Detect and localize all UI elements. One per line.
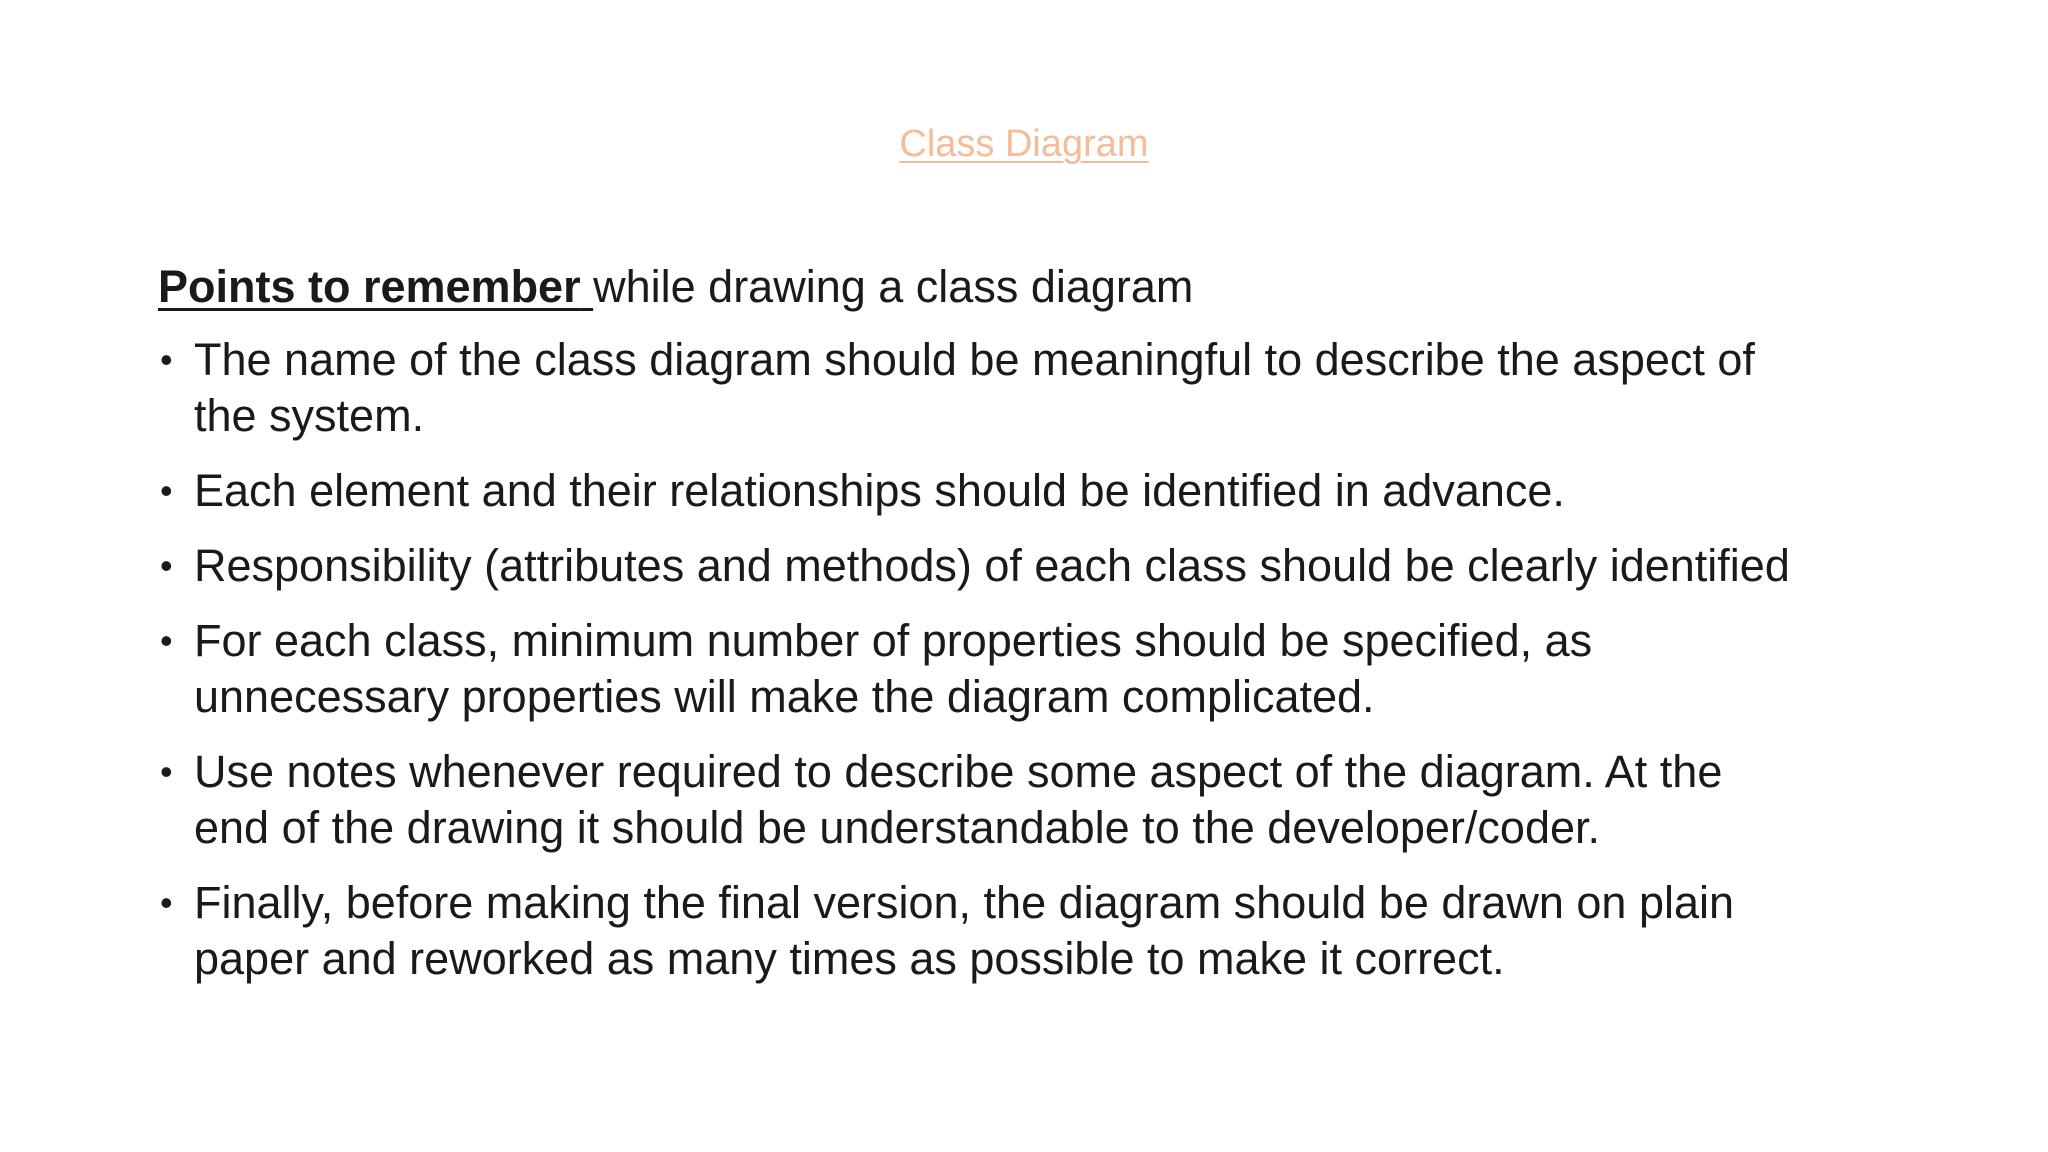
bullet-dot-icon: •: [160, 470, 173, 511]
bullet-dot-icon: •: [160, 339, 173, 380]
bullet-line: end of the drawing it should be understandable to the developer/coder.: [194, 802, 1601, 853]
bullet-dot-icon: •: [160, 882, 173, 923]
bullet-line: Responsibility (attributes and methods) of each class should be clearly identified: [194, 540, 1790, 591]
bullet-item: [158, 744, 1988, 856]
intro-underlined-space: [581, 261, 594, 312]
bullet-line: unnecessary properties will make the diagram complicated.: [194, 671, 1375, 722]
bullet-line: Finally, before making the final version, the diagram should be drawn on plain: [194, 877, 1735, 928]
bullet-line: The name of the class diagram should be meaningful to describe the aspect of: [194, 334, 1755, 385]
bullet-line: Use notes whenever required to describe some aspect of the diagram. At the: [194, 746, 1723, 797]
bullet-item: [158, 613, 1988, 725]
slide-title: Class Diagram: [899, 123, 1149, 165]
bullet-dot-icon: •: [160, 545, 173, 586]
intro-line: [158, 257, 1193, 317]
intro-bold-text: Points to remember: [158, 261, 581, 312]
bullet-dot-icon: •: [160, 751, 173, 792]
bullet-item: [158, 875, 1988, 987]
bullet-line: paper and reworked as many times as possible to make it correct.: [194, 933, 1505, 984]
bullet-list: [158, 332, 1988, 1006]
bullet-item: [158, 463, 1988, 519]
bullet-item: [158, 538, 1988, 594]
bullet-dot-icon: •: [160, 620, 173, 661]
bullet-item: [158, 332, 1988, 444]
bullet-line: the system.: [194, 390, 425, 441]
intro-rest-text: while drawing a class diagram: [593, 261, 1194, 312]
bullet-line: For each class, minimum number of properties should be specified, as: [194, 615, 1593, 666]
bullet-line: Each element and their relationships should be identified in advance.: [194, 465, 1565, 516]
